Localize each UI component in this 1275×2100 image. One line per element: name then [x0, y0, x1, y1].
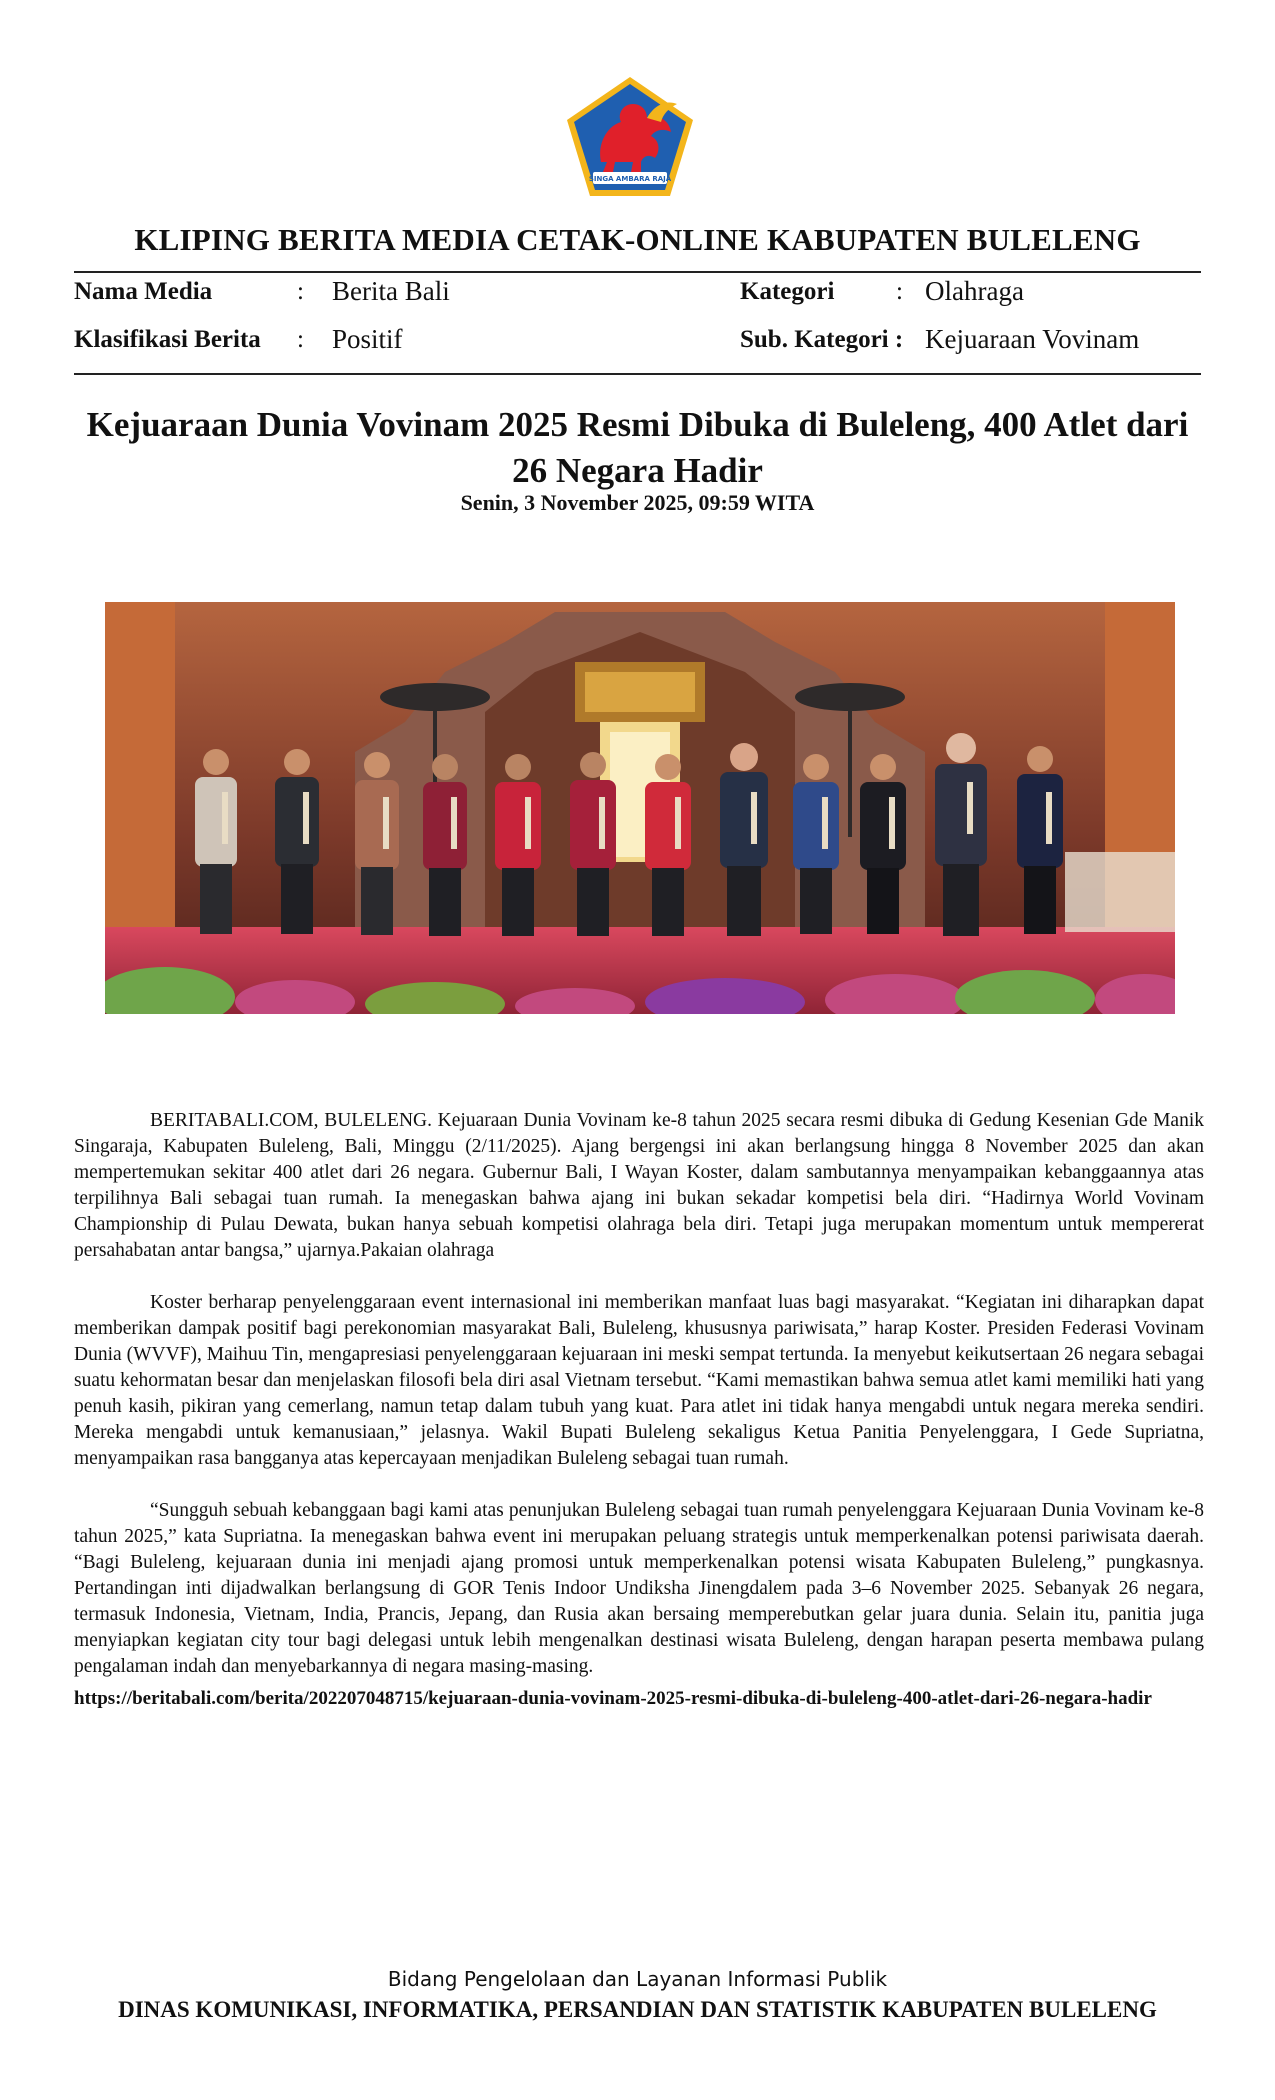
emblem-motto: SINGA AMBARA RAJA [588, 175, 672, 183]
header-divider-bottom [74, 373, 1201, 375]
media-value: Berita Bali [332, 276, 450, 306]
article-body [74, 1108, 1204, 1706]
kategori-value: Olahraga [925, 276, 1024, 306]
kategori-label: Kategori [740, 278, 835, 305]
header-divider-top [74, 271, 1201, 273]
media-label: Nama Media [74, 278, 213, 305]
klasifikasi-label: Klasifikasi Berita [74, 326, 261, 353]
source-link[interactable]: https://beritabali.com/berita/202207048715/kejuaraan-dunia-vovinam-2025-resmi-dibuka-di-buleleng-400-atlet-dari-26-negara-hadir [74, 1688, 1152, 1709]
footer-department: Bidang Pengelolaan dan Layanan Informasi Publik [387, 1967, 888, 1991]
kategori-colon: : [896, 278, 903, 305]
ceremony-photo [105, 602, 1175, 1014]
sub-kategori-value: Kejuaraan Vovinam [925, 324, 1140, 354]
article-paragraph-1: BERITABALI.COM, BULELENG. Kejuaraan Dunia Vovinam ke-8 tahun 2025 secara resmi dibuka di Gedung Kesenian Gde Manik Singaraja, Kabupaten Buleleng, Bali, Minggu (2/11/2025). Ajang bergengsi ini akan berlangsung hingga 8 November 2025 dan akan mempertemukan sekitar 400 atlet dari 26 negara. Gubernur Bali, I Wayan Koster, dalam sambutannya menyampaikan kebanggaannya atas terpilihnya Bali sebagai tuan rumah. Ia menegaskan bahwa ajang ini bukan sekadar kompetisi bela diri. “Hadirnya World Vovinam Championship di Pulau Dewata, bukan hanya sebuah kompetisi olahraga bela diri. Tetapi juga merupakan momentum untuk mempererat persahabatan antar bangsa,” ujarnya.Pakaian olahraga [74, 1110, 1204, 1261]
document-title: KLIPING BERITA MEDIA CETAK-ONLINE KABUPATEN BULELENG [134, 222, 1141, 257]
klasifikasi-colon: : [297, 326, 304, 353]
singa-ambara-raja-emblem-icon [563, 74, 697, 200]
article-headline: Kejuaraan Dunia Vovinam 2025 Resmi Dibuka di Buleleng, 400 Atlet dari 26 Negara Hadir [86, 405, 1189, 490]
klasifikasi-value: Positif [332, 324, 403, 354]
article-paragraph-2: Koster berharap penyelenggaraan event internasional ini memberikan manfaat luas bagi masyarakat. “Kegiatan ini diharapkan dapat memberikan dampak positif bagi perekonomian masyarakat Bali, Buleleng, khususnya pariwisata,” harap Koster. Presiden Federasi Vovinam Dunia (WVVF), Maihuu Tin, mengapresiasi penyelenggaraan kejuaraan ini meski sempat tertunda. Ia menyebut keikutsertaan 26 negara sebagai suatu kehormatan besar dan menjelaskan filosofi bela diri asal Vietnam tersebut. “Kami memastikan bahwa semua atlet kami memiliki hati yang penuh kasih, pikiran yang cemerlang, namun tetap dalam tubuh yang kuat. Para atlet ini tidak hanya mengabdi untuk negara mereka sendiri. Mereka mengabdi untuk kemanusiaan,” jelasnya. Wakil Bupati Buleleng sekaligus Ketua Panitia Penyelenggara, I Gede Supriatna, menyampaikan rasa bangganya atas kepercayaan menjadikan Buleleng sebagai tuan rumah. [74, 1292, 1204, 1469]
footer-agency: DINAS KOMUNIKASI, INFORMATIKA, PERSANDIAN DAN STATISTIK KABUPATEN BULELENG [118, 1997, 1157, 2022]
media-colon: : [297, 278, 304, 305]
article-dateline: Senin, 3 November 2025, 09:59 WITA [460, 490, 815, 515]
sub-kategori-label: Sub. Kategori : [740, 326, 904, 353]
article-paragraph-3: “Sungguh sebuah kebanggaan bagi kami atas penunjukan Buleleng sebagai tuan rumah penyelenggara Kejuaraan Dunia Vovinam ke-8 tahun 2025,” kata Supriatna. Ia menegaskan bahwa event ini merupakan peluang strategis untuk memperkenalkan potensi pariwisata daerah. “Bagi Buleleng, kejuaraan dunia ini menjadi ajang promosi untuk memperkenalkan potensi wisata Kabupaten Buleleng,” pungkasnya. Pertandingan inti dijadwalkan berlangsung di GOR Tenis Indoor Undiksha Jinengdalem pada 3–6 November 2025. Sebanyak 26 negara, termasuk Indonesia, Vietnam, India, Prancis, Jepang, dan Rusia akan bersaing memperebutkan gelar juara dunia. Selain itu, panitia juga menyiapkan kegiatan city tour bagi delegasi untuk lebih mengenalkan destinasi wisata Buleleng, dengan harapan peserta membawa pulang pengalaman indah dan menyebarkannya di negara masing-masing. [74, 1500, 1204, 1677]
